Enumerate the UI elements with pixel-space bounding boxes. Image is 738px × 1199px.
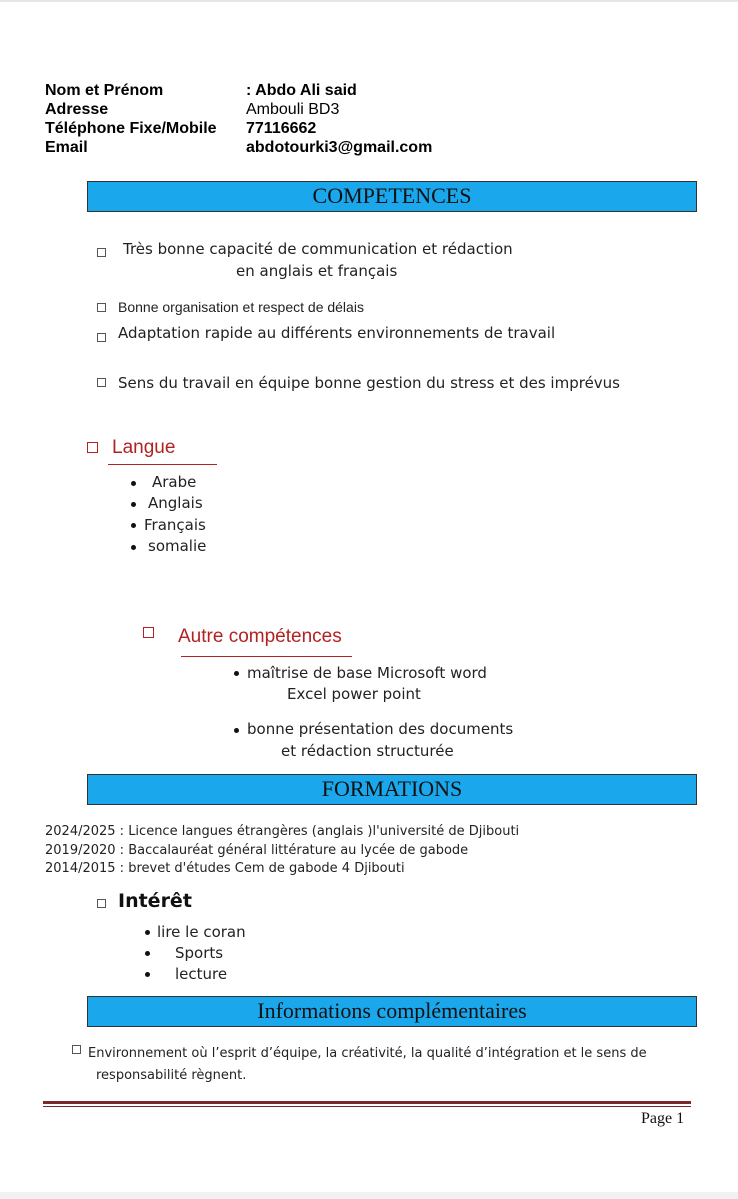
checkbox-icon [143, 627, 154, 638]
autres-item-1-line2: Excel power point [287, 685, 421, 703]
checkbox-icon [97, 248, 106, 257]
address-value: Ambouli BD3 [246, 101, 340, 118]
autres-item-2-line1: bonne présentation des documents [247, 720, 514, 738]
list-item: lecture [175, 965, 228, 983]
checkbox-icon [97, 899, 106, 908]
checkbox-icon [97, 333, 106, 342]
autres-item-1-line1: maîtrise de base Microsoft word [247, 664, 487, 682]
page-number: Page 1 [641, 1110, 685, 1127]
list-item: Arabe [152, 473, 197, 491]
section-bar-formations [87, 774, 697, 805]
interet-title: Intérêt [118, 890, 192, 912]
bullet-icon [131, 523, 136, 528]
name-value: : Abdo Ali said [246, 82, 357, 99]
checkbox-icon [97, 303, 106, 312]
top-border [0, 0, 738, 2]
footer-rule [43, 1101, 691, 1104]
checkbox-icon [72, 1045, 81, 1054]
autres-item-2-line2: et rédaction structurée [281, 742, 454, 760]
langue-underline [108, 464, 217, 465]
autres-title: Autre compétences [178, 626, 342, 647]
section-title-competences: COMPETENCES [312, 183, 472, 208]
section-bar-competences [87, 181, 697, 212]
competence-item-3: Adaptation rapide au différents environnements de travail [118, 324, 556, 342]
bullet-icon [131, 481, 136, 486]
list-item: Sports [175, 944, 224, 962]
email-value: abdotourki3@gmail.com [246, 139, 433, 156]
bullet-icon [234, 671, 239, 676]
phone-value: 77116662 [246, 120, 317, 137]
competence-item-2: Bonne organisation et respect de délais [118, 299, 364, 315]
section-title-formations: FORMATIONS [321, 776, 463, 801]
langue-title: Langue [112, 437, 176, 458]
bullet-icon [131, 545, 136, 550]
formation-item-2: 2019/2020 : Baccalauréat général littérature au lycée de gabode [45, 843, 469, 858]
footer-rule-thin [43, 1106, 691, 1107]
email-label: Email [45, 139, 88, 156]
bullet-icon [131, 502, 136, 507]
competence-item-1-line2: en anglais et français [236, 262, 398, 280]
formation-item-1: 2024/2025 : Licence langues étrangères (anglais )l'université de Djibouti [45, 824, 520, 839]
list-item: lire le coran [157, 923, 246, 941]
section-bar-infos [87, 996, 697, 1027]
bullet-icon [234, 728, 239, 733]
infos-line1: Environnement où l’esprit d’équipe, la créativité, la qualité d’intégration et le sens de [88, 1046, 647, 1061]
competence-item-1-line1: Très bonne capacité de communication et rédaction [123, 240, 513, 258]
checkbox-icon [97, 378, 106, 387]
bullet-icon [145, 930, 150, 935]
bullet-icon [145, 951, 150, 956]
section-title-infos: Informations complémentaires [257, 998, 527, 1023]
list-item: somalie [148, 537, 207, 555]
name-label: Nom et Prénom [45, 82, 164, 99]
infos-line2: responsabilité règnent. [96, 1068, 247, 1083]
bottom-border [0, 1192, 738, 1199]
list-item: Français [144, 516, 206, 534]
formation-item-3: 2014/2015 : brevet d'études Cem de gabode 4 Djibouti [45, 861, 405, 876]
competence-item-4: Sens du travail en équipe bonne gestion du stress et des imprévus [118, 374, 621, 392]
autres-underline [181, 656, 352, 657]
checkbox-icon [87, 442, 98, 453]
phone-label: Téléphone Fixe/Mobile [45, 120, 217, 137]
list-item: Anglais [148, 494, 203, 512]
bullet-icon [145, 972, 150, 977]
address-label: Adresse [45, 101, 109, 118]
